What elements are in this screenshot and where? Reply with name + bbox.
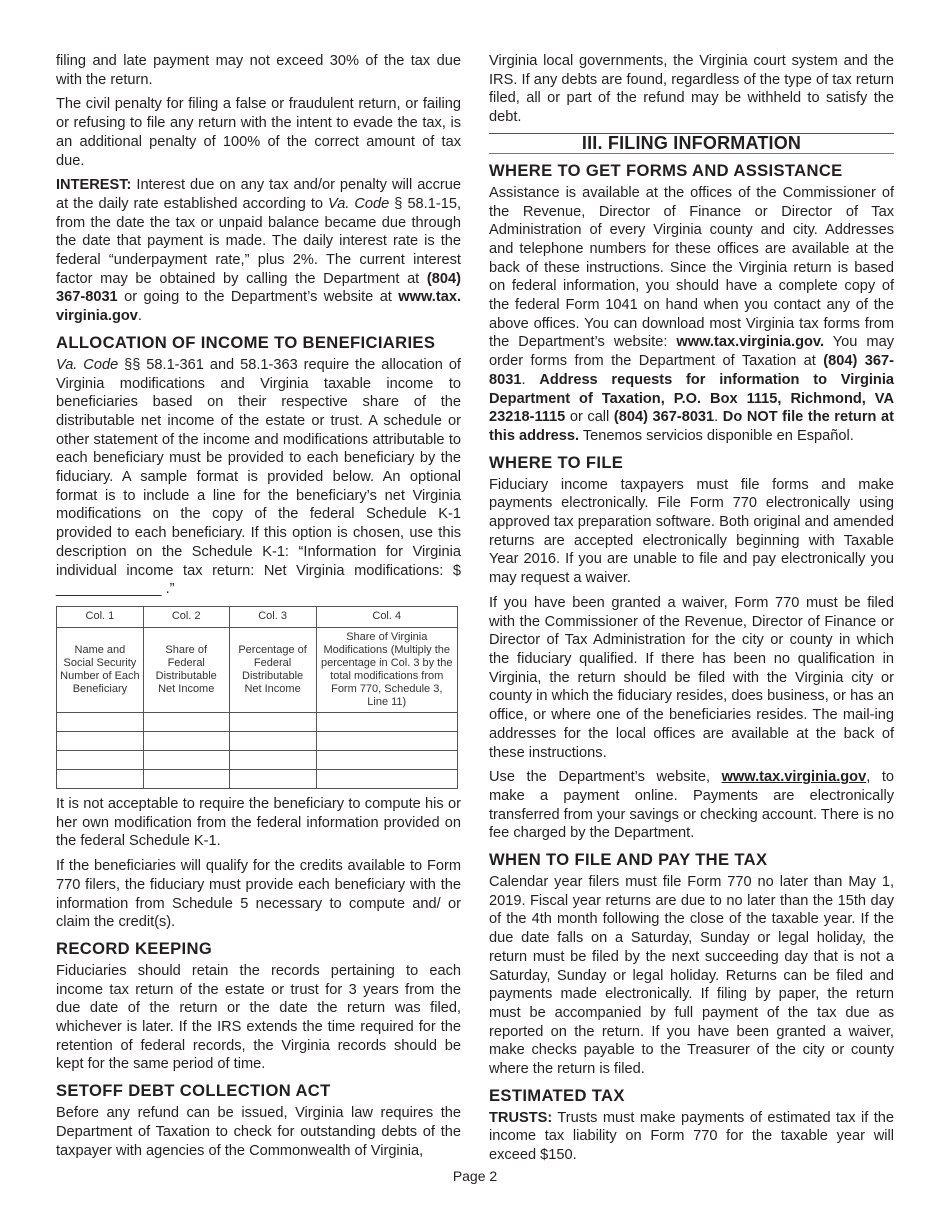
phone-number: (804) 367-8031	[56, 270, 461, 306]
record-keeping-paragraph: Fiduciaries should retain the records pertaining to each income tax return of the estate or trust for 3 years from the due date of the return or the date the return was filed, whichever is later. If the IRS extends the time required for the retention of federal records, the Virginia records should be kept for the same period of time.	[56, 962, 461, 1073]
col-description: Share of Virginia Modifications (Multiply the percentage in Col. 3 by the total modifications from Form 770, Schedule 3, Line 11)	[316, 627, 458, 712]
civil-penalty-paragraph: The civil penalty for filing a false or fraudulent return, or failing or refusing to file any return with the intent to evade the tax, is an additional penalty of 100% of the correct amount of tax due.	[56, 96, 461, 169]
forms-assistance-heading: WHERE TO GET FORMS AND ASSISTANCE	[489, 160, 843, 180]
right-column	[489, 52, 894, 1171]
col-description: Percentage of Federal Distributable Net Income	[229, 627, 316, 712]
col-header: Col. 3	[229, 606, 316, 627]
record-keeping-heading: RECORD KEEPING	[56, 938, 213, 958]
setoff-continuation: Virginia local governments, the Virginia court system and the IRS. If any debts are found, regardless of the type of tax return filed, all or part of the refund may be withheld to satisfy the debt.	[489, 53, 894, 126]
credits-paragraph: If the beneficiaries will qualify for the credits available to Form 770 filers, the fiduciary must provide each beneficiary with the information from Schedule 5 necessary to compute and/ or claim the credit(s).	[56, 858, 461, 931]
where-to-file-paragraph-1: Fiduciary income taxpayers must file forms and make payments electronically. File Form 770 electronically using approved tax preparation software. Both original and amended returns are accepted electronically beginning with Taxable Year 2016. If you are unable to file and pay electronically you may request a waiver.	[489, 476, 894, 587]
when-to-file-paragraph: Calendar year filers must file Form 770 no later than May 1, 2019. Fiscal year returns are due to no later than the 15th day of the 4th month following the close of the taxable year. If the due date falls on a Saturday, Sunday or legal holiday, the return must be filed by the next succeeding day that is not a Saturday, Sunday or legal holiday. Returns can be filed and payments made electronically. If filing by paper, the return must be accompanied by full payment of the tax due as reported on the return. If you have been granted a waiver, make checks payable to the Treasurer of the city or county where the return is filed.	[489, 874, 894, 1078]
col-header: Col. 4	[316, 606, 458, 627]
mailing-address: Address requests for information to Virginia Department of Taxation, P.O. Box 1115, Richmond, VA 23218-1115	[489, 371, 895, 426]
when-to-file-heading: WHEN TO FILE AND PAY THE TAX	[489, 850, 768, 870]
website-link[interactable]: www.tax. virginia.gov	[56, 289, 461, 325]
table-description-row	[57, 627, 458, 712]
website-link[interactable]: www.tax.virginia.gov	[721, 769, 867, 786]
va-code-ref: Va. Code	[328, 195, 390, 212]
page-number: Page 2	[452, 1168, 498, 1184]
left-column	[56, 52, 461, 1166]
section-title: III. FILING INFORMATION	[489, 133, 894, 154]
allocation-paragraph: Va. Code §§ 58.1-361 and 58.1-363 require the allocation of Virginia modifications and Virginia taxable income to beneficiaries based on their respective share of the distributable net income of the estate or trust. A schedule or other statement of the income and modifications attributable to each beneficiary must be provided to each beneficiary by the fiduciary. A sample format is provided below. An optional format is to include a line for the beneficiary’s net Virginia modifications on the copy of the federal Schedule K-1 provided to each beneficiary. If this option is chosen, use this description on the Schedule K-1: “Information for Virginia individual income tax return: Net Virginia modifications: $ _____________ .”	[56, 356, 461, 598]
table-row	[57, 769, 458, 788]
interest-paragraph: INTEREST: Interest due on any tax and/or penalty will accrue at the daily rate established according to Va. Code § 58.1-15, from the date the tax or unpaid balance became due through the date that payment is made. The daily interest rate is the federal “underpayment rate,” plus 2%. The current interest factor may be obtained by calling the Department at (804) 367-8031 or going to the Department’s website at www.tax. virginia.gov.	[56, 177, 461, 325]
table-header-row	[57, 606, 458, 627]
col-header: Col. 2	[143, 606, 229, 627]
table-row	[57, 750, 458, 769]
table-row	[57, 712, 458, 731]
where-to-file-paragraph-2: If you have been granted a waiver, Form 770 must be filed with the Commissioner of the Revenue, Director of Finance or Director of Tax Administration for the city or county in which the fiduciary qualified. If there has been no qualification in Virginia, the return should be filed with the Virginia city or county in which the fiduciary resides, does business, or has an office, or where one of the beneficiaries resides. The mail-ing addresses for the local offices are available at the back of these instructions.	[489, 594, 894, 761]
where-to-file-paragraph-3: Use the Department’s website, www.tax.virginia.gov, to make a payment online. Payments are electronically transferred from your savings or checking account. There is no fee charged by the Department.	[489, 769, 894, 842]
col-description: Share of Federal Distributable Net Income	[143, 627, 229, 712]
col-description: Name and Social Security Number of Each Beneficiary	[57, 627, 144, 712]
setoff-heading: SETOFF DEBT COLLECTION ACT	[56, 1081, 331, 1101]
penalty-continuation: filing and late payment may not exceed 30% of the tax due with the return.	[56, 53, 461, 88]
beneficiary-allocation-table	[56, 606, 458, 789]
table-row	[57, 731, 458, 750]
interest-label: INTEREST:	[56, 177, 132, 194]
col-header: Col. 1	[57, 606, 144, 627]
do-not-file-warning: Do NOT file the return at this address.	[489, 409, 894, 444]
trusts-label: TRUSTS:	[489, 1109, 553, 1126]
where-to-file-heading: WHERE TO FILE	[489, 452, 624, 472]
allocation-heading: ALLOCATION OF INCOME TO BENEFICIARIES	[56, 332, 436, 352]
setoff-paragraph: Before any refund can be issued, Virginia law requires the Department of Taxation to check for outstanding debts of the taxpayer with agencies of the Commonwealth of Virginia,	[56, 1105, 461, 1159]
not-acceptable-paragraph: It is not acceptable to require the beneficiary to compute his or her own modification from the federal information provided on the federal Schedule K-1.	[56, 795, 461, 850]
phone-number: (804) 367-8031	[489, 353, 894, 388]
estimated-tax-heading: ESTIMATED TAX	[489, 1085, 625, 1105]
forms-assistance-paragraph: Assistance is available at the offices of the Commissioner of the Revenue, Director of Finance or Director of Tax Administration of every Virginia county and city. Addresses and telephone numbers for these offices are available at the back of these instructions. Since the Virginia return is based on federal information, you should have a complete copy of the federal Form 1041 on hand when you contact any of the above offices. You can download most Virginia tax forms from the Department’s website: www.tax.virginia.gov. You may order forms from the Department of Taxation at (804) 367-8031. Address requests for information to Virginia Department of Taxation, P.O. Box 1115, Richmond, VA 23218-1115 or call (804) 367-8031. Do NOT file the return at this address. Tenemos servicios disponible en Español.	[489, 184, 895, 444]
website-link[interactable]: www.tax.virginia.gov.	[676, 334, 825, 351]
phone-number: (804) 367-8031	[613, 409, 715, 426]
estimated-tax-paragraph: TRUSTS: Trusts must make payments of estimated tax if the income tax liability on Form 770 for the taxable year will exceed $150.	[489, 1109, 894, 1164]
